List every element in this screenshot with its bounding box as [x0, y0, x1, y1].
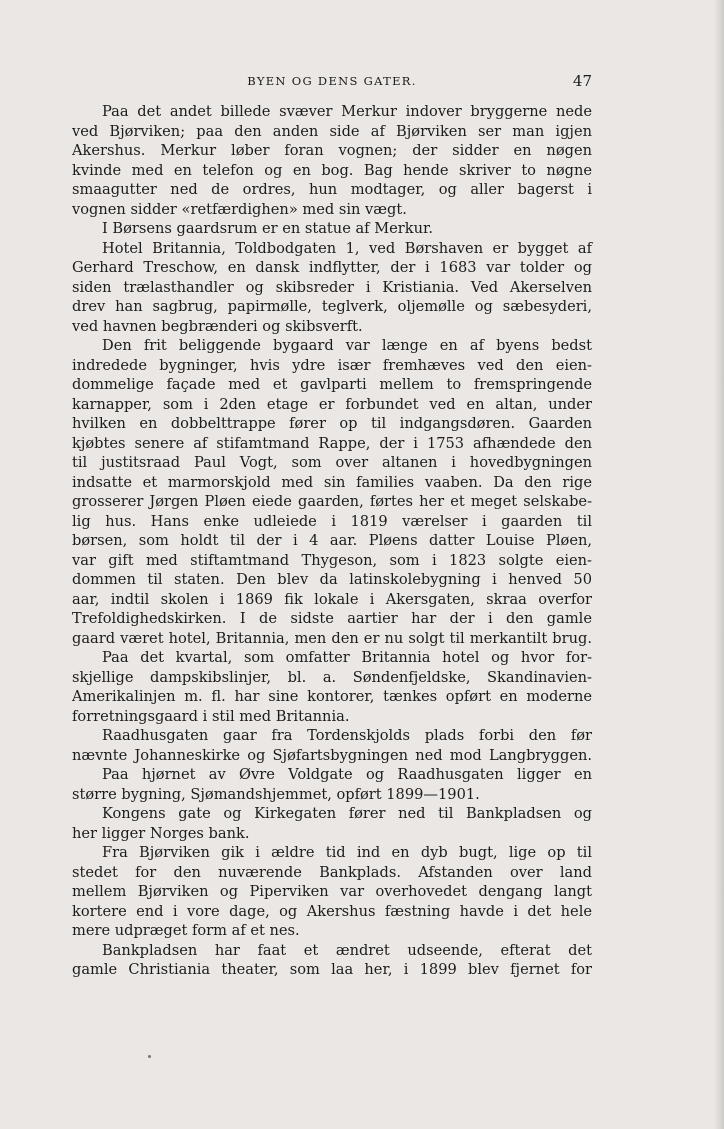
page-edge: [714, 0, 724, 1129]
text-line: nævnte Johanneskirke og Sjøfartsbygningen ned mod Langbryggen.: [72, 746, 592, 764]
text-line: Raadhusgaten gaar fra Tordenskjolds plads forbi den før: [102, 727, 592, 744]
text-line: ved havnen begbrænderi og skibsverft.: [72, 317, 363, 335]
text-line: Paa hjørnet av Øvre Voldgate og Raadhusgaten ligger en: [102, 766, 592, 783]
text-line: kjøbtes senere af stifamtmand Rappe, der i 1753 afhændede den: [72, 434, 592, 452]
text-line: karnapper, som i 2den etage er forbundet ved en altan, under: [72, 395, 592, 413]
page-number: 47: [572, 72, 592, 90]
text-line: Akershus. Merkur løber foran vognen; der sidder en nøgen: [72, 142, 592, 159]
text-line: Paa det andet billede svæver Merkur indover bryggerne nede: [102, 103, 592, 120]
ink-speck: [148, 1055, 151, 1058]
text-line: indsatte et marmorskjold med sin families vaaben. Da den rige: [72, 473, 592, 491]
text-line: indredede bygninger, hvis ydre især fremhæves ved den eien-: [72, 356, 592, 374]
running-title: BYEN OG DENS GATER.: [247, 74, 417, 88]
text-line: var gift med stiftamtmand Thygeson, som i 1823 solgte eien-: [72, 551, 592, 569]
text-line: vognen sidder «retfærdighen» med sin vægt.: [72, 200, 407, 218]
text-line: Amerikalinjen m. fl. har sine kontorer, tænkes opført en moderne: [72, 688, 592, 705]
text-line: lig hus. Hans enke udleiede i 1819 værelser i gaarden til: [72, 512, 592, 530]
body-text: [72, 102, 592, 980]
text-line: I Børsens gaardsrum er en statue af Merkur.: [102, 220, 434, 237]
text-line: gamle Christiania theater, som laa her, i 1899 blev fjernet for: [72, 961, 592, 978]
text-line: Paa det kvartal, som omfatter Britannia hotel og hvor for-: [102, 649, 592, 666]
text-line: kortere end i vore dage, og Akershus fæstning havde i det hele: [72, 902, 592, 920]
text-line: større bygning, Sjømandshjemmet, opført 1899—1901.: [72, 785, 480, 803]
text-line: drev han sagbrug, papirmølle, teglverk, oljemølle og sæbesyderi,: [72, 298, 592, 315]
text-line: ved Bjørviken; paa den anden side af Bjørviken ser man igjen: [72, 122, 592, 140]
text-line: mere udpræget form af et nes.: [72, 922, 300, 939]
text-line: her ligger Norges bank.: [72, 824, 250, 842]
text-line: skjellige dampskibslinjer, bl. a. Søndenfjeldske, Skandinavien-: [72, 668, 592, 686]
text-line: siden trælasthandler og skibsreder i Kristiania. Ved Akerselven: [72, 278, 592, 296]
text-line: gaard været hotel, Britannia, men den er nu solgt til merkantilt brug.: [72, 629, 592, 647]
text-line: aar, indtil skolen i 1869 fik lokale i Akersgaten, skraa overfor: [72, 590, 592, 608]
text-line: Trefoldighedskirken. I de sidste aartier har der i den gamle: [72, 610, 592, 627]
text-line: mellem Bjørviken og Piperviken var overhovedet dengang langt: [72, 883, 592, 900]
running-header: [72, 74, 592, 92]
text-line: stedet for den nuværende Bankplads. Afstanden over land: [72, 863, 592, 881]
text-line: Bankpladsen har faat et ændret udseende, efterat det: [102, 941, 592, 959]
text-line: dommelige façade med et gavlparti mellem to fremspringende: [72, 376, 592, 393]
text-line: til justitsraad Paul Vogt, som over altanen i hovedbygningen: [72, 454, 592, 471]
text-line: Kongens gate og Kirkegaten fører ned til Bankpladsen og: [102, 805, 592, 822]
text-line: kvinde med en telefon og en bog. Bag hende skriver to nøgne: [72, 161, 592, 179]
text-line: smaagutter ned de ordres, hun modtager, og aller bagerst i: [72, 181, 592, 198]
text-line: forretningsgaard i stil med Britannia.: [72, 707, 350, 725]
text-line: Den frit beliggende bygaard var længe en af byens bedst: [102, 337, 592, 354]
text-line: grosserer Jørgen Pløen eiede gaarden, førtes her et meget selskabe-: [72, 493, 592, 510]
text-line: Hotel Britannia, Toldbodgaten 1, ved Børshaven er bygget af: [102, 239, 592, 257]
text-line: børsen, som holdt til der i 4 aar. Pløens datter Louise Pløen,: [72, 532, 592, 549]
text-line: hvilken en dobbelttrappe fører op til indgangsdøren. Gaarden: [72, 415, 592, 432]
text-line: Gerhard Treschow, en dansk indflytter, der i 1683 var tolder og: [72, 259, 592, 276]
text-line: Fra Bjørviken gik i ældre tid ind en dyb bugt, lige op til: [102, 844, 592, 861]
text-line: dommen til staten. Den blev da latinskolebygning i henved 50: [72, 571, 592, 588]
